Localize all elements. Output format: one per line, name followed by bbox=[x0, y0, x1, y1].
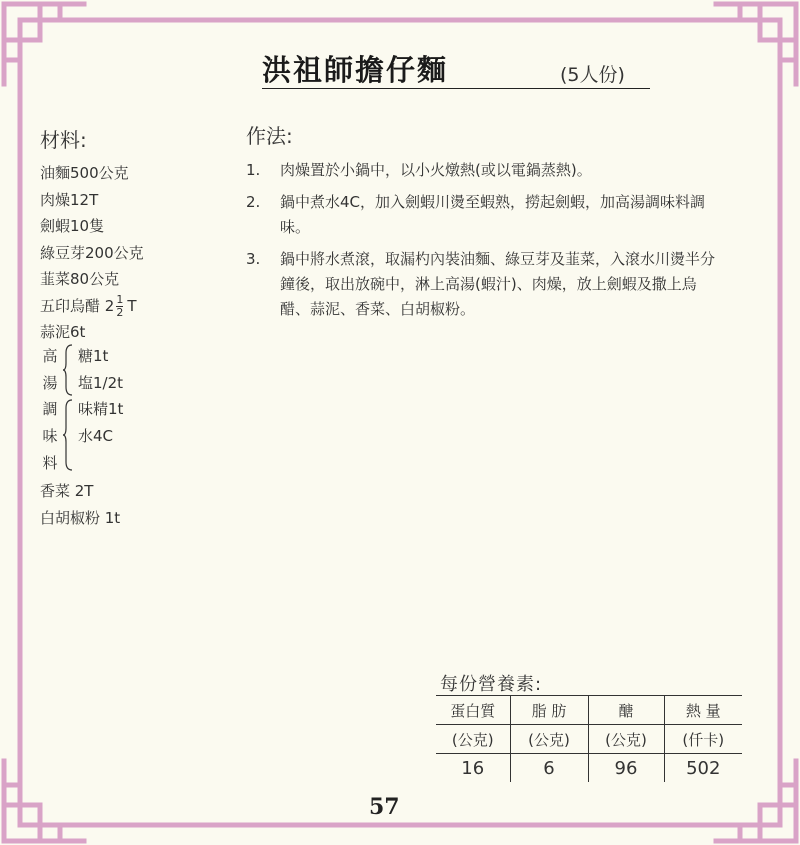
nutrition-header: 蛋白質 bbox=[436, 696, 510, 725]
ingredient-item: 劍蝦10隻 bbox=[40, 217, 105, 235]
title-underline bbox=[262, 88, 650, 89]
step-number: 3. bbox=[246, 250, 261, 268]
step-text: 肉燥置於小鍋中，以小火燉熱(或以電鍋蒸熱)。 bbox=[280, 161, 592, 179]
seasoning-group-label: 調 味 料 bbox=[42, 400, 58, 472]
nutrition-header: 醣 bbox=[588, 696, 664, 725]
broth-group-items bbox=[78, 343, 123, 397]
fraction-numerator: 1 bbox=[116, 292, 124, 306]
nutrition-value: 16 bbox=[461, 757, 485, 779]
method-steps bbox=[246, 158, 716, 329]
nutrition-header: 熱 量 bbox=[664, 696, 742, 725]
ingredient-item: 韮菜80公克 bbox=[40, 270, 120, 288]
broth-group-label: 高 湯 bbox=[42, 347, 58, 392]
seasoning-group-items bbox=[78, 396, 123, 450]
step-text: 鍋中將水煮滾，取漏杓內裝油麵、綠豆芽及韮菜，入滾水川燙半分鐘後，取出放碗中，淋上高湯(蝦汁)、肉燥，放上劍蝦及撒上烏醋、蒜泥、香菜、白胡椒粉。 bbox=[280, 250, 716, 318]
ingredients-tail bbox=[40, 478, 120, 531]
nutrition-heading: 每份營養素: bbox=[440, 674, 543, 695]
method-step bbox=[246, 190, 716, 240]
method-heading: 作法: bbox=[246, 124, 293, 148]
nutrition-unit: (公克) bbox=[588, 725, 664, 754]
ingredients-list bbox=[40, 160, 144, 346]
nutrition-table bbox=[436, 695, 742, 782]
ingredients-heading: 材料: bbox=[40, 128, 87, 152]
vinegar-name: 五印烏醋 2 bbox=[40, 296, 115, 315]
vinegar-unit: T bbox=[127, 296, 137, 315]
step-number: 2. bbox=[246, 193, 261, 211]
recipe-title: 洪祖師擔仔麵 bbox=[262, 53, 449, 87]
ingredient-item-vinegar bbox=[40, 293, 144, 320]
page-number: 57 bbox=[369, 794, 400, 820]
servings-label: (5人份) bbox=[560, 64, 625, 86]
nutrition-header: 脂 肪 bbox=[510, 696, 588, 725]
seasoning-item: 味精1t bbox=[78, 400, 124, 418]
fraction-denominator: 2 bbox=[116, 305, 124, 319]
nutrition-value: 96 bbox=[588, 754, 664, 783]
nutrition-unit: (仟卡) bbox=[664, 725, 742, 754]
ingredient-item: 白胡椒粉 1t bbox=[40, 508, 121, 527]
nutrition-unit: (公克) bbox=[436, 725, 510, 754]
ingredient-item: 肉燥12T bbox=[40, 190, 99, 209]
ingredient-item: 綠豆芽200公克 bbox=[40, 243, 144, 262]
ingredient-item: 香菜 2T bbox=[40, 482, 94, 500]
nutrition-value: 502 bbox=[664, 754, 742, 783]
brace-icon bbox=[62, 396, 74, 474]
method-step bbox=[246, 158, 716, 183]
ingredient-item: 油麵500公克 bbox=[40, 164, 129, 182]
nutrition-unit-row bbox=[436, 725, 742, 754]
brace-icon bbox=[62, 343, 74, 397]
nutrition-header-row bbox=[436, 696, 742, 725]
broth-item: 糖1t bbox=[78, 347, 109, 365]
nutrition-value: 6 bbox=[510, 754, 588, 783]
nutrition-value-row bbox=[436, 754, 742, 783]
step-number: 1. bbox=[246, 161, 261, 179]
ingredient-item: 蒜泥6t bbox=[40, 323, 86, 341]
method-step bbox=[246, 247, 716, 322]
broth-item: 塩1/2t bbox=[78, 374, 124, 392]
nutrition-unit: (公克) bbox=[510, 725, 588, 754]
fraction bbox=[116, 294, 123, 319]
seasoning-item: 水4C bbox=[78, 427, 114, 445]
step-text: 鍋中煮水4C，加入劍蝦川燙至蝦熟，撈起劍蝦，加高湯調味料調味。 bbox=[280, 193, 706, 236]
